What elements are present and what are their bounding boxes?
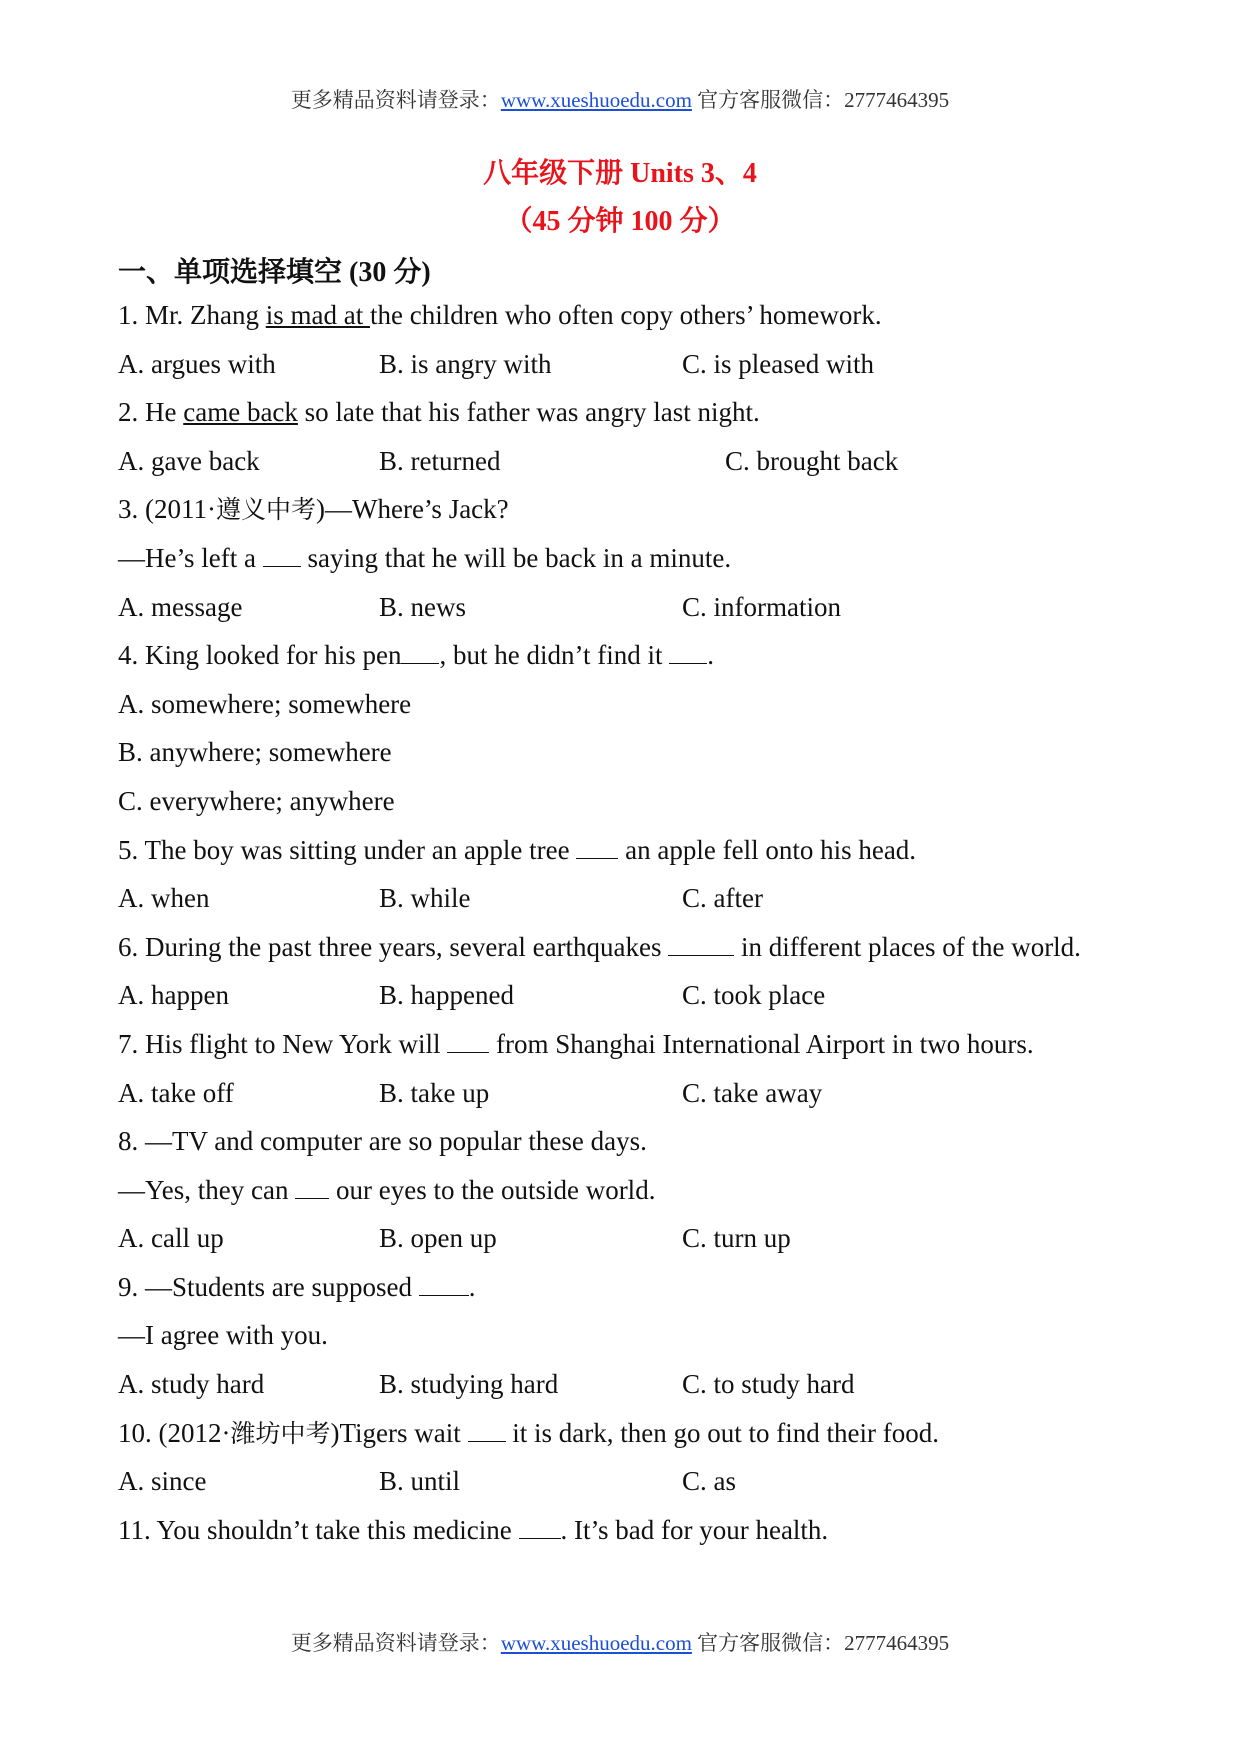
option-b: B. returned bbox=[379, 445, 501, 476]
option-c: C. turn up bbox=[682, 1223, 791, 1254]
option-b: B. is angry with bbox=[379, 348, 552, 379]
option-c: C. after bbox=[682, 883, 763, 914]
answer-blank bbox=[576, 838, 618, 859]
options-10 bbox=[118, 1457, 1121, 1506]
option-b: B. happened bbox=[379, 980, 514, 1011]
option-a: A. gave back bbox=[118, 445, 260, 476]
option-c: C. brought back bbox=[725, 445, 899, 476]
answer-blank bbox=[419, 1275, 469, 1296]
option-b: B. take up bbox=[379, 1077, 490, 1108]
option-c: C. took place bbox=[682, 980, 826, 1011]
question-6: 6. During the past three years, several earthquakes in different places of the world. bbox=[118, 931, 1081, 962]
section-heading: 一、单项选择填空 (30 分) bbox=[118, 257, 431, 288]
question-source: 潍坊中考 bbox=[230, 1418, 331, 1448]
answer-blank bbox=[669, 643, 707, 664]
underlined-phrase: came back bbox=[183, 397, 298, 428]
option-c: C. information bbox=[682, 591, 841, 622]
answer-blank bbox=[668, 935, 734, 956]
option-c: C. to study hard bbox=[682, 1369, 855, 1400]
answer-blank bbox=[401, 643, 439, 664]
option-b: B. open up bbox=[379, 1223, 497, 1254]
options-8 bbox=[118, 1214, 1121, 1263]
question-1: 1. Mr. Zhang is mad at the children who often copy others’ homework. bbox=[118, 300, 882, 330]
options-5 bbox=[118, 874, 1121, 923]
options-2 bbox=[118, 437, 1121, 486]
header-suffix: 官方客服微信：2777464395 bbox=[691, 88, 950, 112]
question-9: 9. —Students are supposed . bbox=[118, 1271, 476, 1302]
option-a: A. argues with bbox=[118, 348, 276, 379]
options-3 bbox=[118, 583, 1121, 632]
option-b: B. until bbox=[379, 1466, 461, 1497]
footer-prefix: 更多精品资料请登录： bbox=[290, 1631, 501, 1655]
question-11: 11. You shouldn’t take this medicine . It’s bad for your health. bbox=[118, 1514, 829, 1545]
answer-blank bbox=[447, 1032, 489, 1053]
answer-blank bbox=[519, 1518, 561, 1539]
options-7 bbox=[118, 1069, 1121, 1118]
answer-blank bbox=[263, 546, 301, 567]
question-2: 2. He came back so late that his father was angry last night. bbox=[118, 397, 760, 428]
option-c: C. is pleased with bbox=[682, 348, 874, 379]
footer-link[interactable]: www.xueshuoedu.com bbox=[500, 1631, 692, 1655]
options-1 bbox=[118, 340, 1121, 389]
option-c: C. everywhere; anywhere bbox=[118, 785, 395, 816]
option-b: B. while bbox=[379, 883, 471, 914]
option-b: B. anywhere; somewhere bbox=[118, 737, 392, 768]
options-6 bbox=[118, 971, 1121, 1020]
question-source: 遵义中考 bbox=[215, 495, 316, 525]
options-9 bbox=[118, 1360, 1121, 1409]
question-10: 10. (2012·潍坊中考)Tigers wait it is dark, then go out to find their food. bbox=[118, 1417, 939, 1448]
option-a: A. somewhere; somewhere bbox=[118, 688, 412, 719]
question-5: 5. The boy was sitting under an apple tree an apple fell onto his head. bbox=[118, 834, 917, 865]
option-b: B. news bbox=[379, 591, 466, 622]
header-link[interactable]: www.xueshuoedu.com bbox=[500, 88, 692, 112]
answer-blank bbox=[468, 1421, 506, 1442]
question-9-reply: —I agree with you. bbox=[118, 1320, 328, 1351]
question-list bbox=[118, 291, 1121, 1554]
option-a: A. take off bbox=[118, 1077, 234, 1108]
page-subtitle: （45 分钟 100 分） bbox=[504, 206, 736, 237]
header-prefix: 更多精品资料请登录： bbox=[290, 88, 501, 112]
option-a: A. study hard bbox=[118, 1369, 265, 1400]
question-8-reply: —Yes, they can our eyes to the outside world. bbox=[118, 1174, 656, 1205]
footer-suffix: 官方客服微信：2777464395 bbox=[691, 1631, 950, 1655]
option-a: A. message bbox=[118, 591, 243, 622]
answer-blank bbox=[295, 1178, 329, 1199]
option-a: A. when bbox=[118, 883, 210, 914]
option-c: C. take away bbox=[682, 1077, 823, 1108]
page-header bbox=[0, 84, 1240, 114]
question-4: 4. King looked for his pen , but he didn’t find it . bbox=[118, 640, 714, 671]
option-a: A. since bbox=[118, 1466, 207, 1497]
underlined-phrase: is mad at bbox=[265, 300, 370, 330]
question-7: 7. His flight to New York will from Shanghai International Airport in two hours. bbox=[118, 1028, 1034, 1059]
question-3: 3. (2011·遵义中考)—Where’s Jack? bbox=[118, 494, 509, 525]
page-footer bbox=[0, 1627, 1240, 1657]
question-3-reply: —He’s left a saying that he will be back in a minute. bbox=[118, 542, 732, 573]
option-a: A. call up bbox=[118, 1223, 224, 1254]
question-8: 8. —TV and computer are so popular these days. bbox=[118, 1126, 647, 1157]
option-c: C. as bbox=[682, 1466, 736, 1497]
option-a: A. happen bbox=[118, 980, 229, 1011]
page-title: 八年级下册 Units 3、4 bbox=[483, 158, 757, 189]
option-b: B. studying hard bbox=[379, 1369, 559, 1400]
